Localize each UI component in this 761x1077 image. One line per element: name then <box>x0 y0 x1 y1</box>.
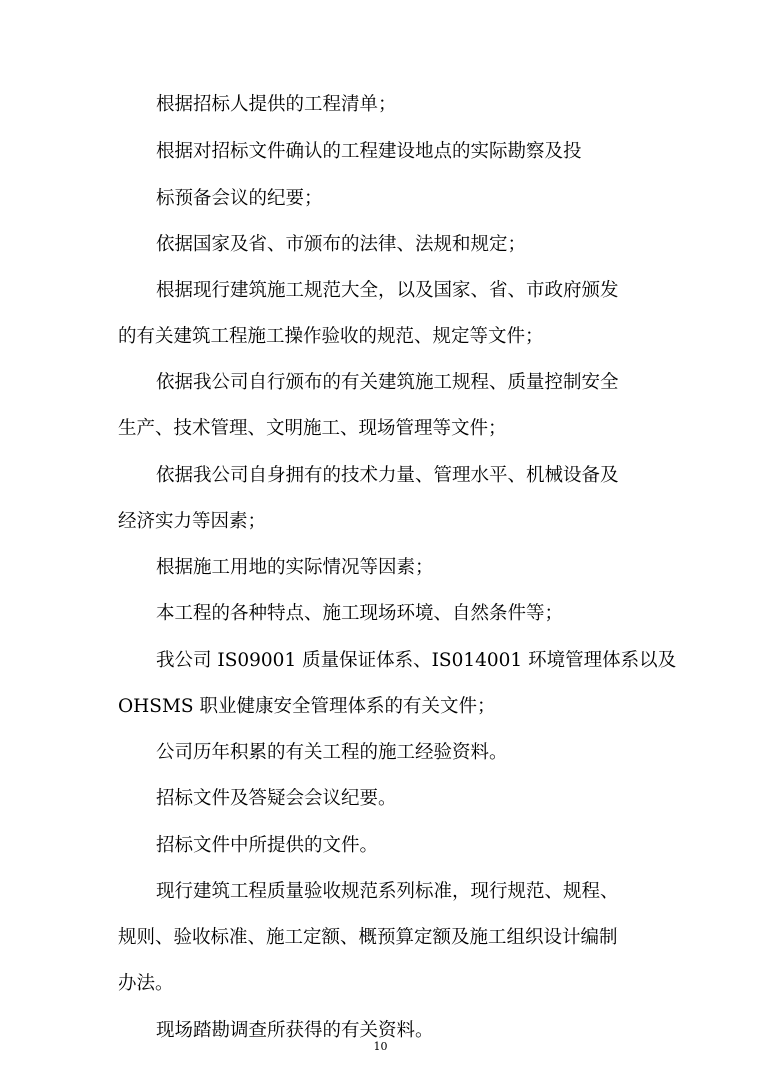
paragraph-line: 规则、验收标准、施工定额、概预算定额及施工组织设计编制 <box>118 927 618 948</box>
paragraph-line: 现场踏勘调查所获得的有关资料。 <box>156 1020 434 1041</box>
paragraph-line: 根据现行建筑施工规范大全，以及国家、省、市政府颁发 <box>156 280 619 301</box>
paragraph-line: 的有关建筑工程施工操作验收的规范、规定等文件； <box>118 326 544 347</box>
paragraph-line: 招标文件中所提供的文件。 <box>156 835 379 856</box>
paragraph-line: 本工程的各种特点、施工现场环境、自然条件等； <box>156 603 564 624</box>
paragraph-line: 依据我公司自行颁布的有关建筑施工规程、质量控制安全 <box>156 372 619 393</box>
paragraph-line: 经济实力等因素； <box>118 511 267 532</box>
paragraph-line: 生产、技术管理、文明施工、现场管理等文件； <box>118 418 507 439</box>
paragraph-line: 根据对招标文件确认的工程建设地点的实际勘察及投 <box>156 141 582 162</box>
paragraph-line: 招标文件及答疑会会议纪要。 <box>156 788 397 809</box>
paragraph-line: 依据国家及省、市颁布的法律、法规和规定； <box>156 234 527 255</box>
paragraph-line: 根据施工用地的实际情况等因素； <box>156 557 434 578</box>
paragraph-line: 根据招标人提供的工程清单； <box>156 94 397 115</box>
paragraph-line: 我公司 IS09001 质量保证体系、IS014001 环境管理体系以及 <box>156 650 677 671</box>
page-number: 10 <box>373 1040 388 1053</box>
paragraph-line: 标预备会议的纪要； <box>156 188 323 209</box>
paragraph-line: OHSMS 职业健康安全管理体系的有关文件； <box>118 696 496 717</box>
paragraph-line: 办法。 <box>118 973 174 994</box>
paragraph-line: 依据我公司自身拥有的技术力量、管理水平、机械设备及 <box>156 465 619 486</box>
paragraph-line: 公司历年积累的有关工程的施工经验资料。 <box>156 742 508 763</box>
paragraph-line: 现行建筑工程质量验收规范系列标准，现行规范、规程、 <box>156 881 619 902</box>
